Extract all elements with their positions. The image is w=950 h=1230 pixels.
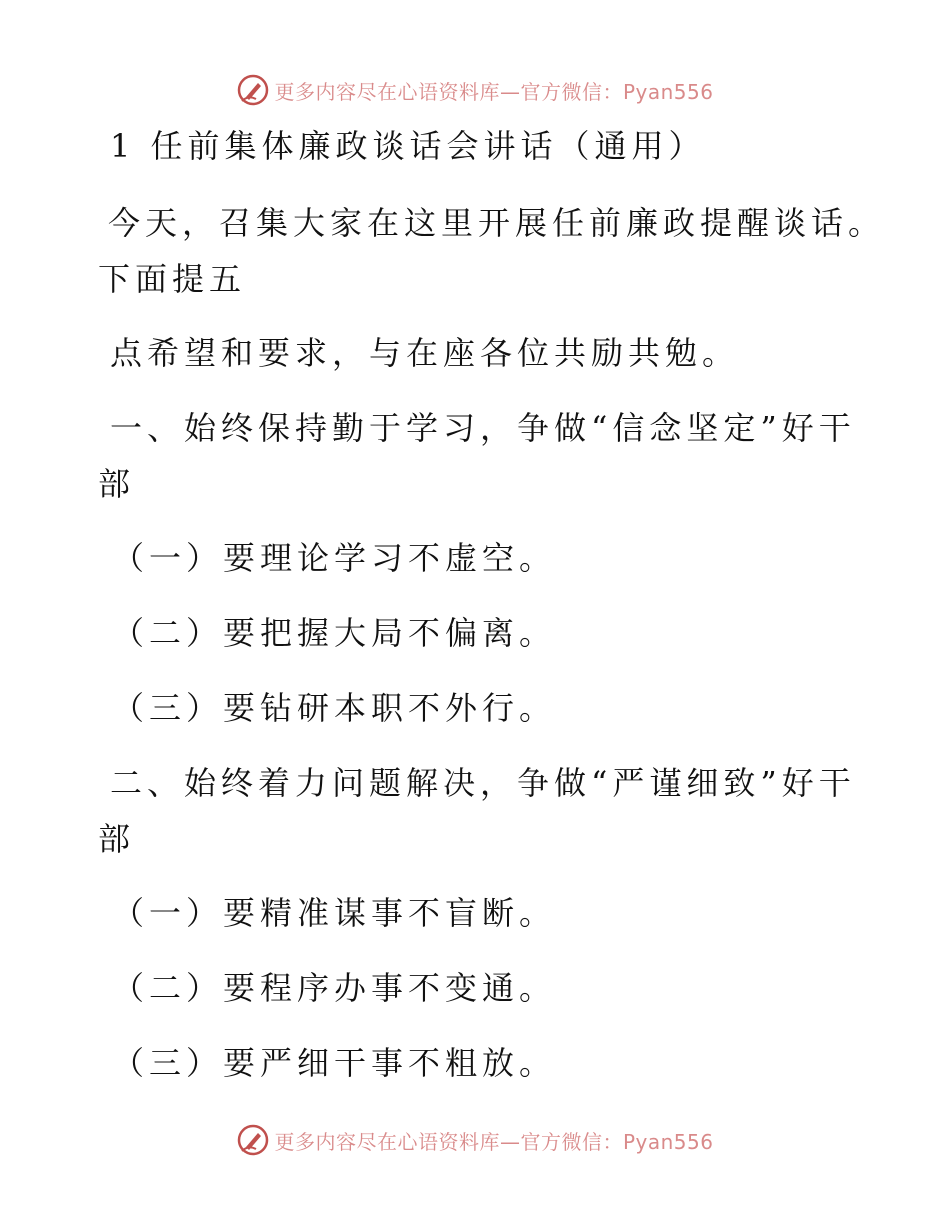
intro-paragraph-line-3: 点希望和要求，与在座各位共励共勉。: [110, 334, 740, 372]
section-1-item-3: （三）要钻研本职不外行。: [112, 689, 557, 727]
section-1-heading-line-1: 一、始终保持勤于学习，争做“信念坚定”好干: [110, 409, 856, 447]
pen-logo-icon: [236, 73, 270, 107]
section-1-item-1: （一）要理论学习不虚空。: [112, 539, 557, 577]
pen-logo-icon: [236, 1123, 270, 1157]
section-2-heading-line-2: 部: [98, 820, 136, 858]
document-title: 1 任前集体廉政谈话会讲话（通用）: [110, 127, 706, 165]
intro-paragraph-line-1: 今天，召集大家在这里开展任前廉政提醒谈话。: [108, 204, 886, 242]
section-2-heading-line-1: 二、始终着力问题解决，争做“严谨细致”好干: [110, 764, 856, 802]
intro-paragraph-line-2: 下面提五: [98, 260, 247, 298]
watermark-text: 更多内容尽在心语资料库—官方微信：Pyan556: [274, 79, 714, 104]
section-1-item-2: （二）要把握大局不偏离。: [112, 614, 557, 652]
header-watermark: [0, 70, 950, 110]
section-2-item-2: （二）要程序办事不变通。: [112, 969, 557, 1007]
section-2-item-1: （一）要精准谋事不盲断。: [112, 894, 557, 932]
footer-watermark: [0, 1120, 950, 1160]
section-2-item-3: （三）要严细干事不粗放。: [112, 1044, 557, 1082]
section-1-heading-line-2: 部: [98, 465, 136, 503]
watermark-text: 更多内容尽在心语资料库—官方微信：Pyan556: [274, 1129, 714, 1154]
